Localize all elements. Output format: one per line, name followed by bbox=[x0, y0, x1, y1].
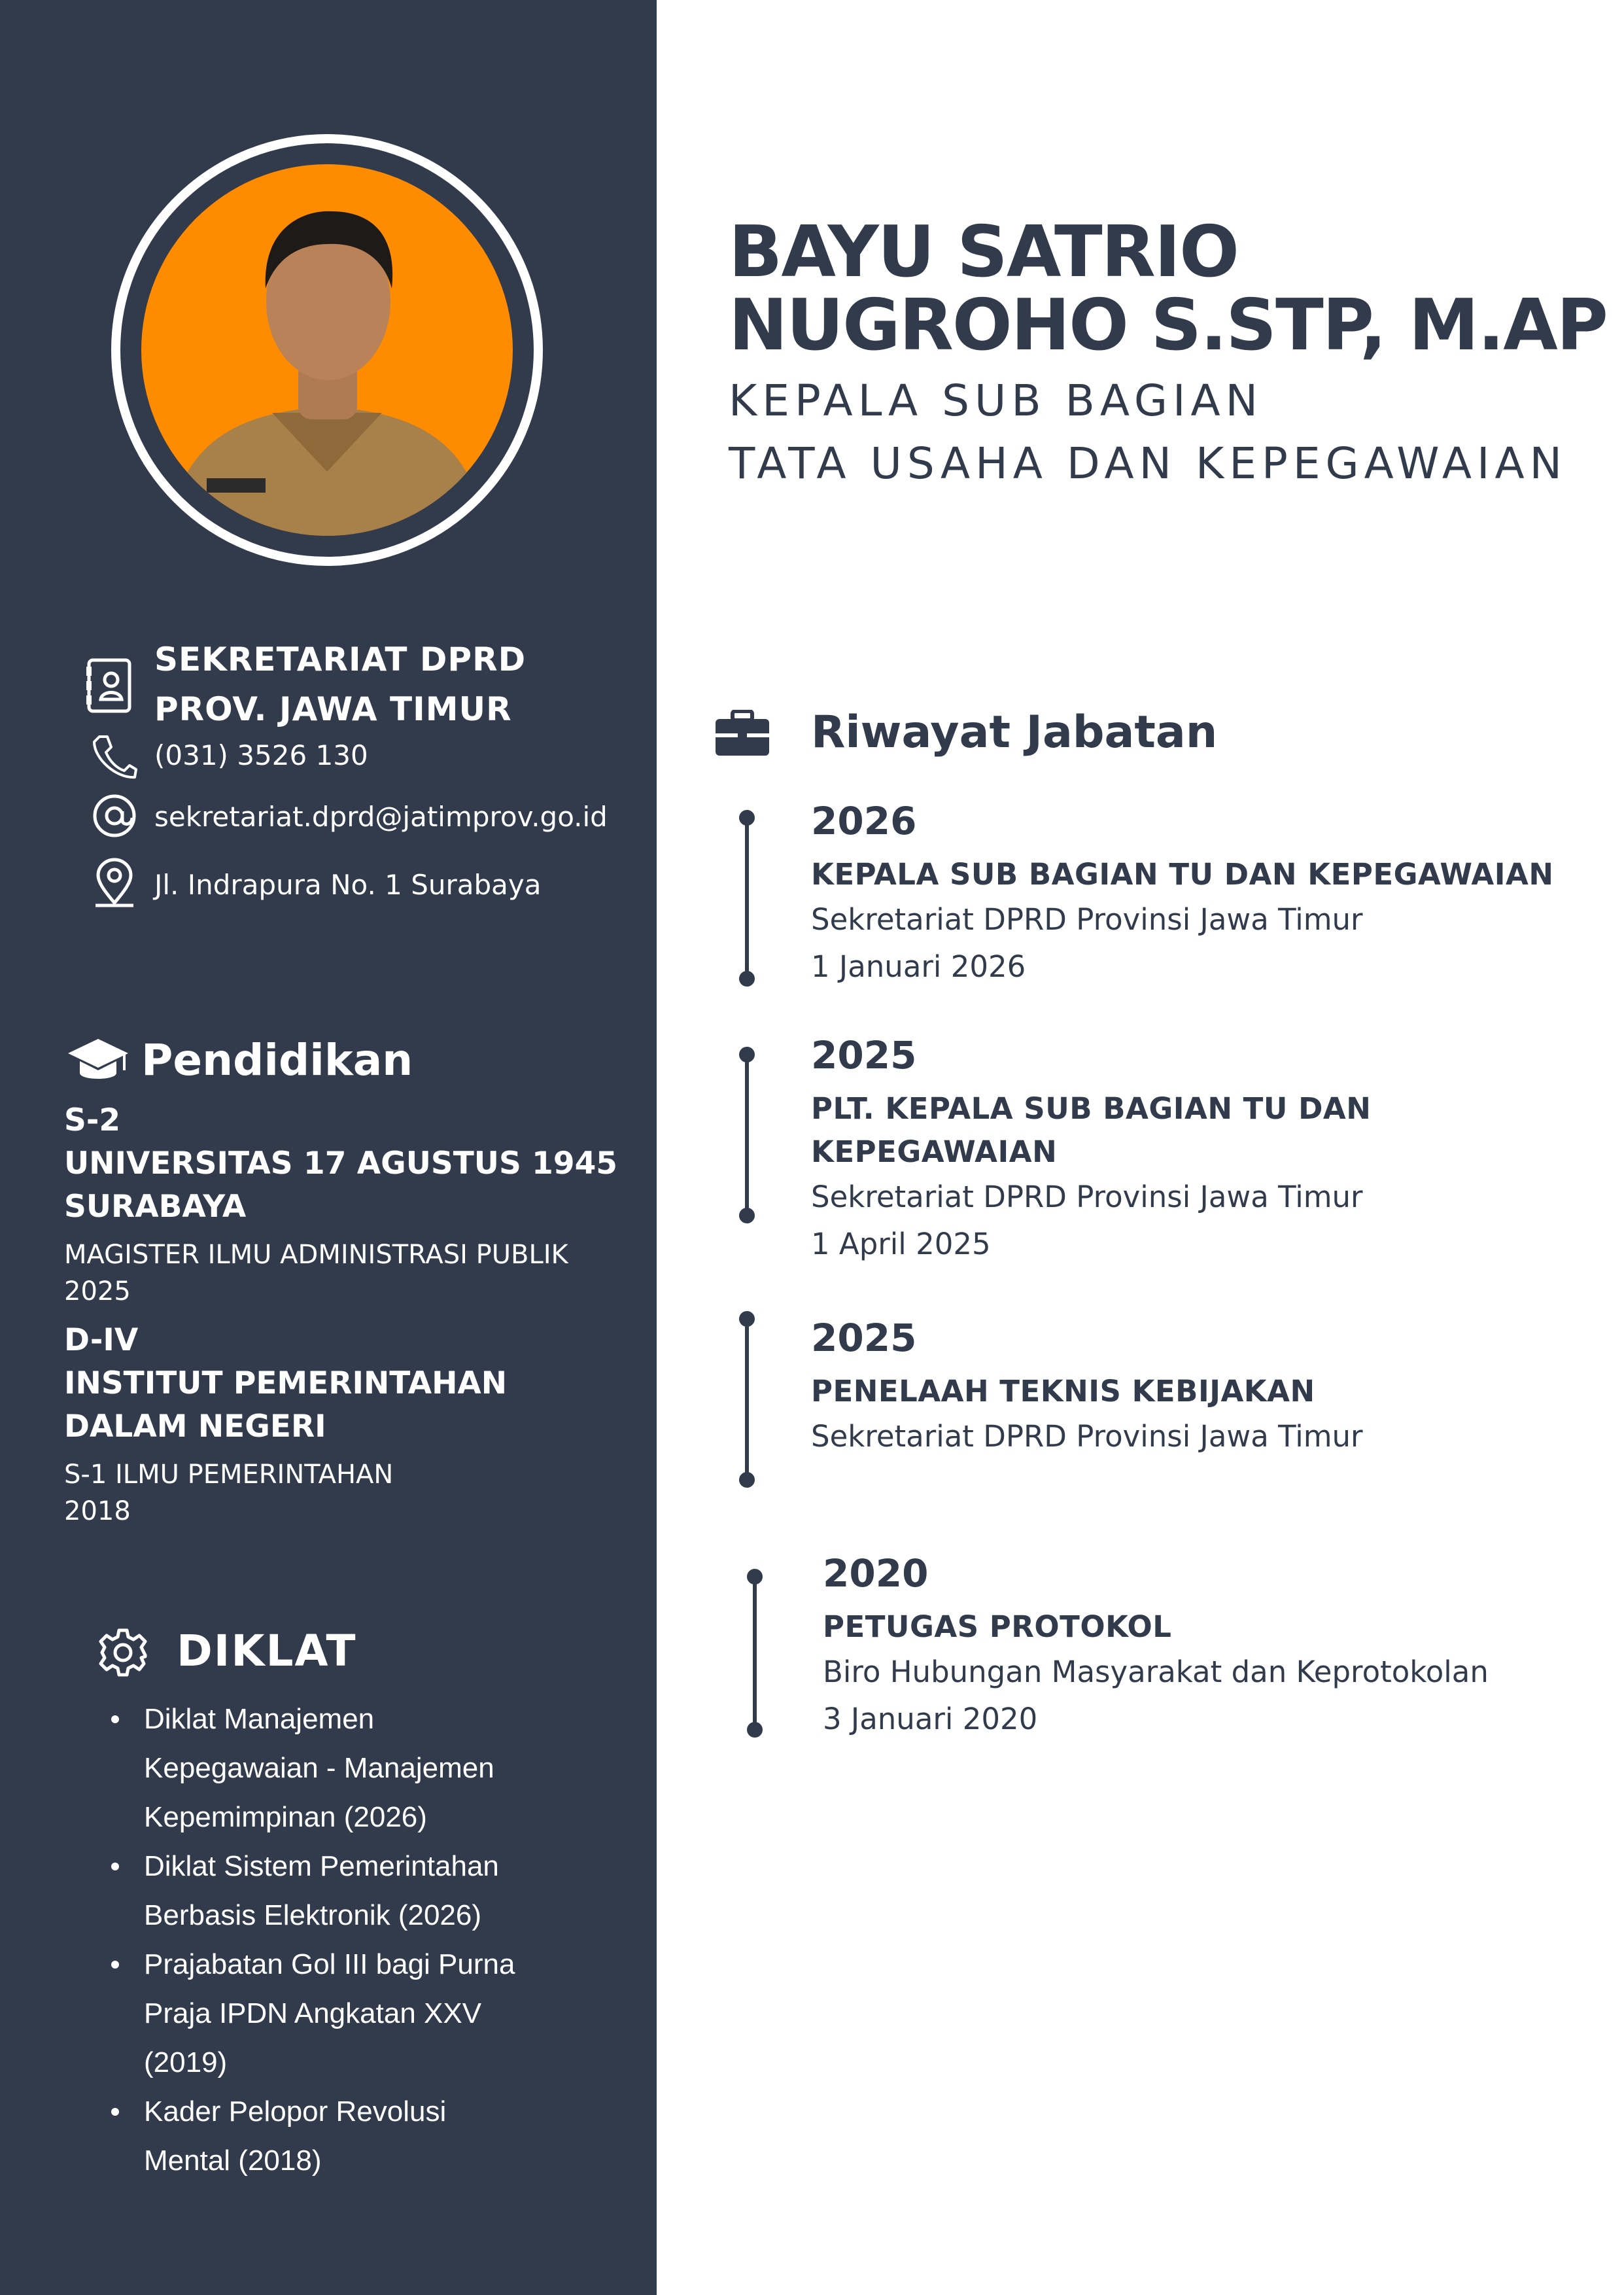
profile-name bbox=[729, 211, 1607, 366]
sidebar bbox=[0, 0, 657, 2295]
job-role: PENELAAH TEKNIS KEBIJAKAN bbox=[811, 1374, 1315, 1409]
job-year: 2026 bbox=[811, 799, 917, 843]
briefcase-icon bbox=[714, 710, 770, 757]
job-year: 2025 bbox=[811, 1316, 917, 1360]
graduation-cap-icon bbox=[65, 1035, 131, 1087]
timeline-dot bbox=[739, 971, 755, 987]
timeline-dot bbox=[739, 1472, 755, 1488]
job-entry bbox=[811, 1027, 1622, 1268]
timeline-marker bbox=[739, 810, 755, 987]
profile-title-line1: KEPALA SUB BAGIAN bbox=[729, 376, 1263, 426]
contact-phone[interactable]: (031) 3526 130 bbox=[154, 739, 368, 771]
training-item-line: Diklat Sistem Pemerintahan bbox=[144, 1850, 499, 1882]
training-item-line: Kepegawaian - Manajemen bbox=[144, 1752, 494, 1784]
at-sign-icon bbox=[90, 792, 139, 840]
education-level: D-IV bbox=[64, 1322, 139, 1358]
education-year: 2018 bbox=[64, 1496, 131, 1526]
training-item-line: Diklat Manajemen bbox=[144, 1703, 375, 1735]
education-school: INSTITUT PEMERINTAHAN bbox=[64, 1365, 508, 1401]
timeline-marker bbox=[739, 1047, 755, 1223]
job-date: 1 April 2025 bbox=[811, 1227, 991, 1261]
job-role: KEPALA SUB BAGIAN TU DAN KEPEGAWAIAN bbox=[811, 857, 1554, 892]
map-pin-icon bbox=[90, 857, 139, 905]
job-date: 3 Januari 2020 bbox=[823, 1702, 1038, 1736]
training-item-line: Mental (2018) bbox=[144, 2145, 322, 2177]
education-entry bbox=[64, 1319, 627, 1530]
job-organization: Sekretariat DPRD Provinsi Jawa Timur bbox=[811, 1419, 1363, 1454]
education-program: S-1 ILMU PEMERINTAHAN bbox=[64, 1460, 394, 1490]
profile-title-line2: TATA USAHA DAN KEPEGAWAIAN bbox=[729, 438, 1567, 489]
job-entry bbox=[811, 1310, 1622, 1460]
training-item bbox=[144, 1842, 602, 1940]
job-organization: Sekretariat DPRD Provinsi Jawa Timur bbox=[811, 1180, 1363, 1214]
education-school-cont: DALAM NEGERI bbox=[64, 1409, 326, 1445]
main-content bbox=[657, 0, 1624, 2295]
education-heading: Pendidikan bbox=[141, 1035, 413, 1085]
training-item-line: Kepemimpinan (2026) bbox=[144, 1801, 427, 1833]
training-item-line: Prajabatan Gol III bagi Purna bbox=[144, 1948, 515, 1980]
contact-address: Jl. Indrapura No. 1 Surabaya bbox=[154, 869, 542, 901]
job-entry bbox=[823, 1545, 1624, 1743]
timeline-marker bbox=[747, 1569, 763, 1745]
job-role: PETUGAS PROTOKOL bbox=[823, 1609, 1172, 1644]
training-item bbox=[144, 1940, 602, 2087]
job-organization: Sekretariat DPRD Provinsi Jawa Timur bbox=[811, 902, 1363, 937]
job-date: 1 Januari 2026 bbox=[811, 949, 1026, 984]
job-role: PLT. KEPALA SUB BAGIAN TU DAN KEPEGAWAIAN bbox=[811, 1091, 1372, 1169]
education-school-cont: SURABAYA bbox=[64, 1189, 247, 1225]
job-year: 2020 bbox=[823, 1551, 929, 1596]
contact-card-icon bbox=[85, 657, 133, 706]
profile-photo-frame bbox=[111, 134, 543, 566]
timeline-line bbox=[745, 1055, 749, 1216]
contact-org-line1: SEKRETARIAT DPRD bbox=[154, 640, 527, 678]
education-program: MAGISTER ILMU ADMINISTRASI PUBLIK bbox=[64, 1240, 568, 1270]
education-school: UNIVERSITAS 17 AGUSTUS 1945 bbox=[64, 1146, 617, 1182]
training-item-line: Kader Pelopor Revolusi bbox=[144, 2095, 447, 2128]
contact-email[interactable]: sekretariat.dprd@jatimprov.go.id bbox=[154, 801, 608, 833]
education-level: S-2 bbox=[64, 1102, 121, 1138]
contact-organization bbox=[154, 635, 526, 734]
timeline-marker bbox=[739, 1311, 755, 1488]
timeline-dot bbox=[739, 1208, 755, 1223]
training-heading: DIKLAT bbox=[177, 1626, 357, 1676]
education-entry bbox=[64, 1099, 627, 1310]
timeline-line bbox=[745, 818, 749, 979]
gear-icon bbox=[97, 1626, 149, 1679]
profile-photo bbox=[141, 164, 513, 536]
education-program-block bbox=[64, 1456, 627, 1530]
timeline-line bbox=[745, 1319, 749, 1480]
profile-name-line1: BAYU SATRIO bbox=[729, 211, 1238, 293]
education-program-block bbox=[64, 1236, 627, 1310]
training-item-line: Praja IPDN Angkatan XXV bbox=[144, 1997, 482, 2029]
training-item-line: (2019) bbox=[144, 2046, 228, 2078]
job-entry bbox=[811, 793, 1622, 990]
training-item bbox=[144, 2087, 602, 2185]
profile-name-line2: NUGROHO S.STP, M.AP bbox=[729, 285, 1607, 366]
training-item-line: Berbasis Elektronik (2026) bbox=[144, 1899, 482, 1931]
training-list bbox=[111, 1694, 602, 2185]
phone-icon bbox=[90, 733, 139, 781]
timeline-dot bbox=[747, 1722, 763, 1738]
contact-org-line2: PROV. JAWA TIMUR bbox=[154, 690, 512, 728]
job-year: 2025 bbox=[811, 1033, 917, 1077]
education-year: 2025 bbox=[64, 1276, 131, 1306]
timeline-line bbox=[753, 1577, 757, 1730]
career-heading: Riwayat Jabatan bbox=[811, 707, 1218, 758]
job-organization: Biro Hubungan Masyarakat dan Keprotokolan bbox=[823, 1655, 1489, 1689]
training-item bbox=[144, 1694, 602, 1842]
